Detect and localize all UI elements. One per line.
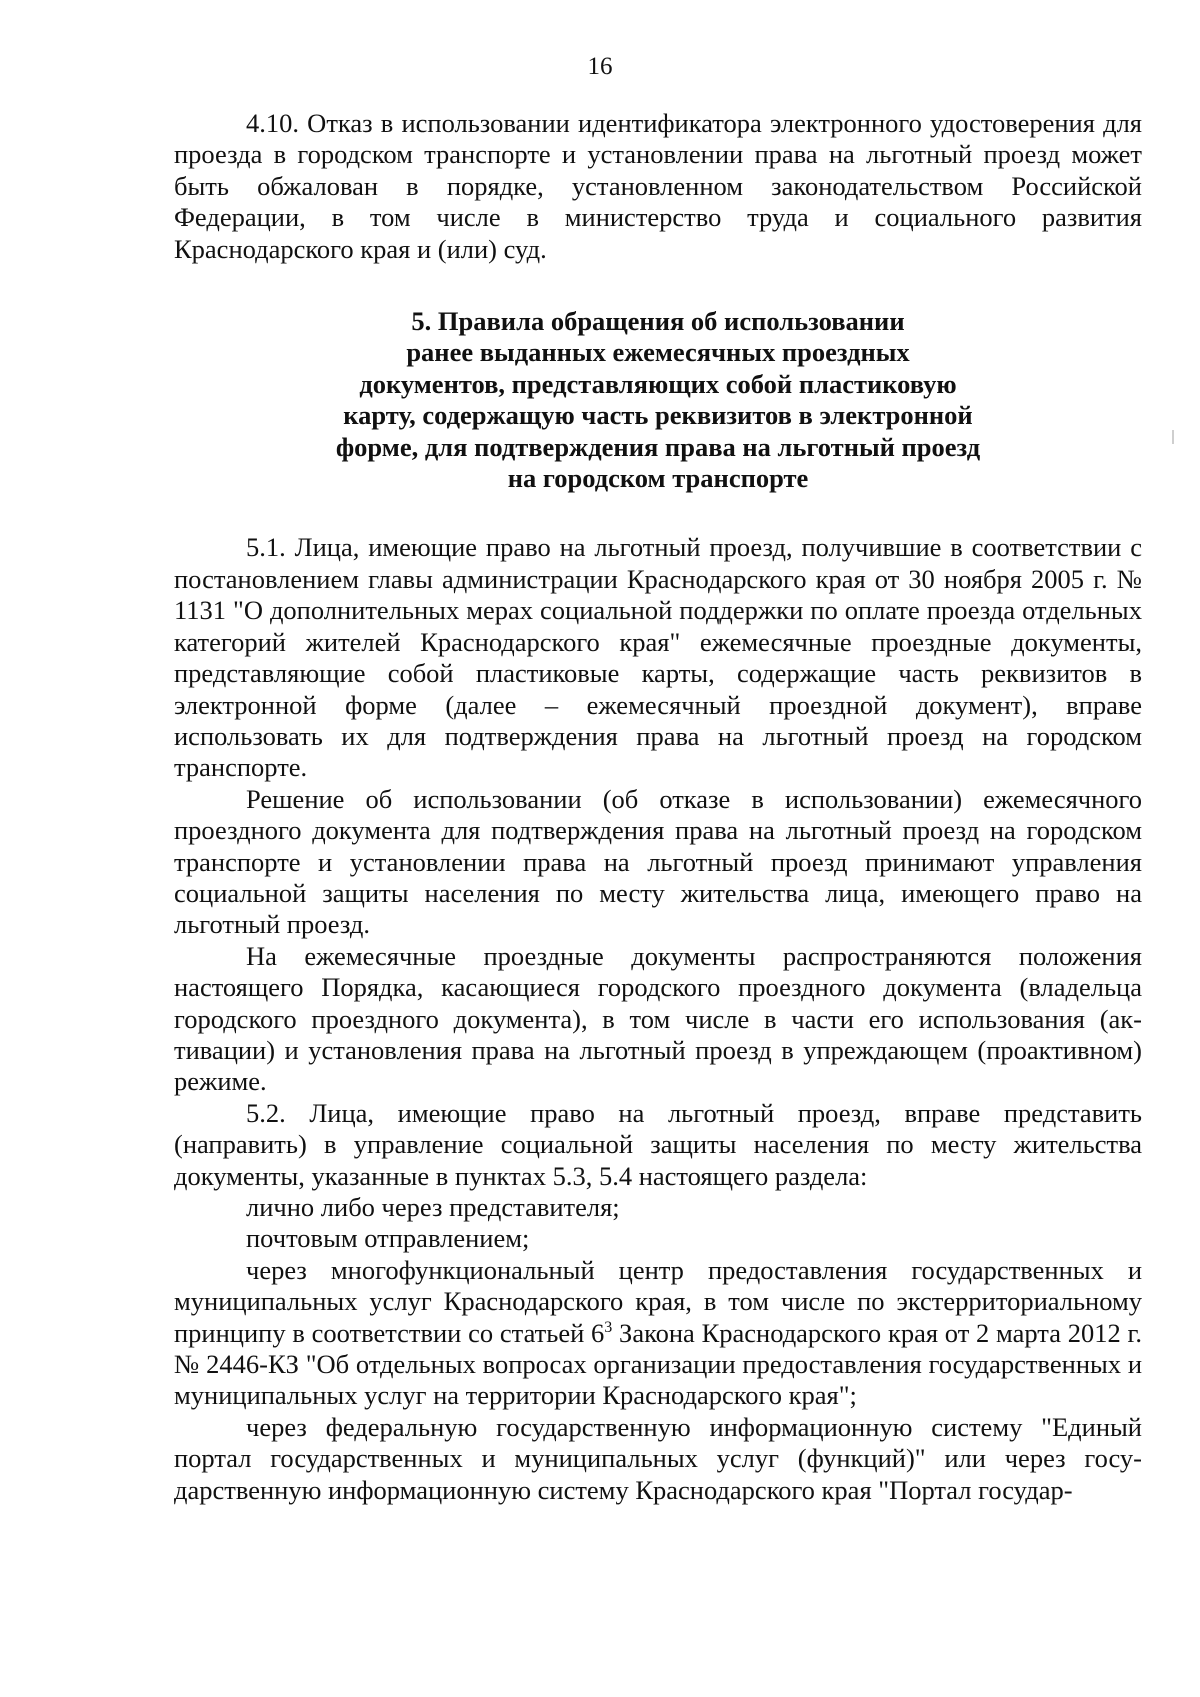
paragraph-4-10: 4.10. Отказ в использовании идентификатора электронного удостоверения для проезда в городском транспорте и установлении права на льготный проезд может быть обжалован в порядке, установленном законодательством Российской Федерации, в том числе в министерство труда и социального развития Краснодарского края и (или) суд. <box>174 108 1142 264</box>
mfc-text-end: Закона Краснодарского края от 2 марта 2012 г. № 2446-КЗ "Об отдельных вопросах организации предоставления государственных и муниципальных услуг на территории Краснодарского края"; <box>174 1317 1142 1411</box>
paragraph-mfc <box>174 1255 1142 1412</box>
list-item-in-person: лично либо через представителя; <box>246 1192 620 1222</box>
mfc-text-start: через многофункциональный центр предоставления государственных и муниципальных услуг Краснодарского края, в том числе по экстерриториальному принципу в соответствии со статьей 6 <box>174 1254 1142 1348</box>
section-5-heading <box>174 306 1142 494</box>
article-superscript: 3 <box>604 1318 613 1336</box>
list-item-mail: почтовым отправлением; <box>246 1223 530 1254</box>
paragraph-5-2: 5.2. Лица, имеющие право на льготный проезд, вправе представить (направить) в управление социальной защиты населения по месту жительства документы, указанные в пунктах 5.3, 5.4 настоящего раздела: <box>174 1097 1142 1191</box>
heading-line: ранее выданных ежемесячных проездных <box>406 337 910 368</box>
paragraph-decision: Решение об использовании (об отказе в использовании) ежемесячного проездного документа для подтверждения права на льготный проезд на городском транспорте и установлении права на льготный проезд принимают управления социальной защиты населения по месту жительства лица, имеющего право на льготный проезд. <box>174 783 1142 940</box>
heading-line: документов, представляющих собой пластиковую <box>359 368 957 399</box>
heading-line: 5. Правила обращения об использовании <box>411 306 905 337</box>
heading-line: форме, для подтверждения права на льготный проезд <box>335 431 981 462</box>
page-number: 16 <box>587 53 613 80</box>
scan-edge-mark <box>1172 430 1174 444</box>
document-body <box>174 108 1142 1506</box>
heading-line: на городском транспорте <box>507 463 809 494</box>
paragraph-5-1: 5.1. Лица, имеющие право на льготный проезд, получившие в соответствии с постановлением главы администрации Краснодарского края от 30 ноября 2005 г. № 1131 "О дополнительных мерах социальной поддержки по оплате проезда отдельных категорий жителей Краснодарского края" ежемесячные проездные документы, представляющие собой пластиковые карты, содержащие часть реквизитов в электронной форме (далее – ежемесячный проездной документ), вправе использовать их для подтверждения права на льготный проезд на городском транспорте. <box>174 532 1142 783</box>
heading-line: карту, содержащую часть реквизитов в электронной <box>343 400 973 431</box>
paragraph-portal: через федеральную государственную информационную систему "Единый портал государственных и муниципальных услуг (функций)" или через государственную информационную систему Краснодарского края "Портал государ- <box>174 1411 1142 1505</box>
paragraph-monthly-documents: На ежемесячные проездные документы распространяются положения настоящего Порядка, касающиеся городского проездного документа (владельца городского проездного документа), в том числе в части его использования (активации) и установления права на льготный проезд в упреждающем (проактивном) режиме. <box>174 940 1142 1097</box>
